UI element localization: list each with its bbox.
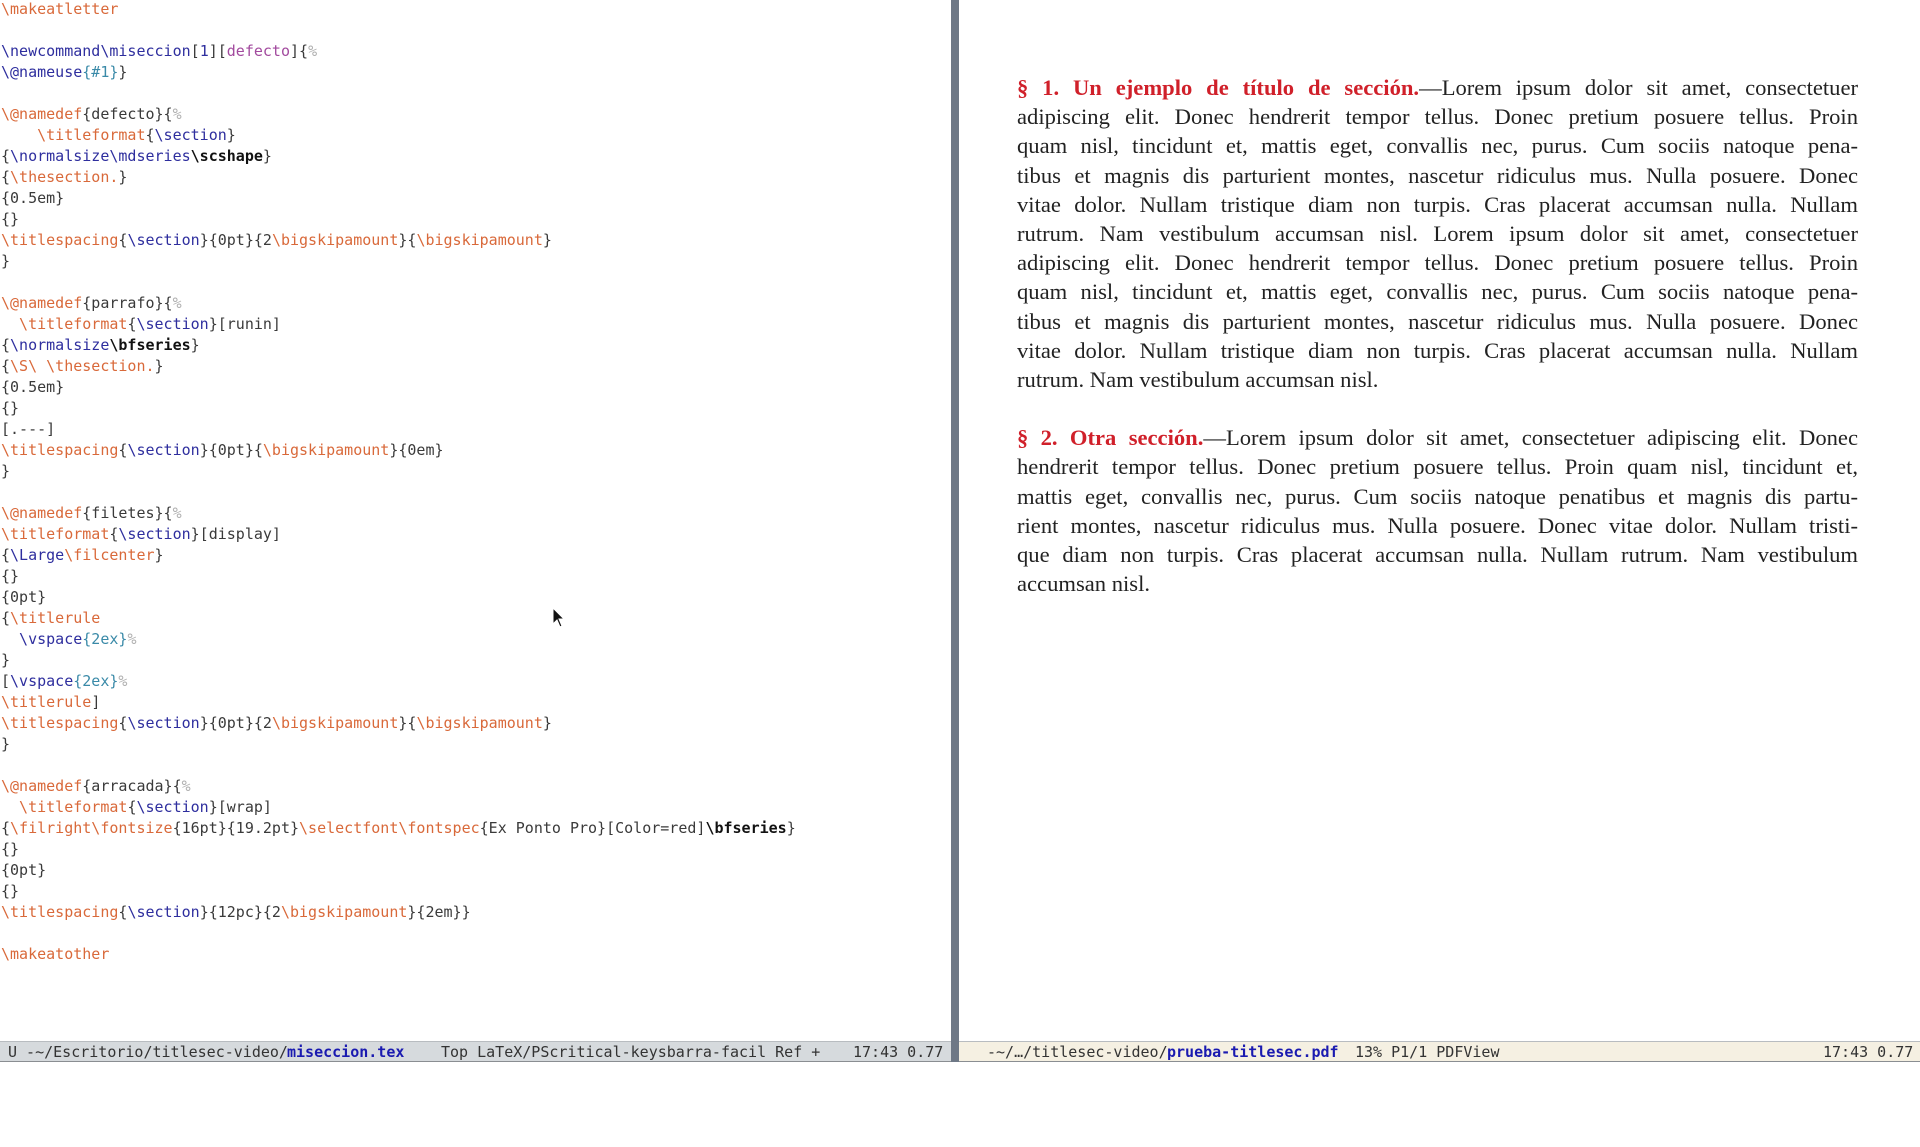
code-token: {arracada}{ bbox=[82, 777, 182, 795]
code-token: } bbox=[154, 546, 164, 564]
editor-mode-line bbox=[0, 1041, 951, 1062]
code-line[interactable] bbox=[1, 293, 796, 314]
code-token: {defecto}{ bbox=[82, 105, 173, 123]
code-line[interactable] bbox=[1, 755, 796, 776]
pdf-page-content bbox=[1017, 73, 1858, 628]
code-token: % bbox=[308, 42, 318, 60]
code-token: } bbox=[1, 735, 11, 753]
code-line[interactable] bbox=[1, 41, 796, 62]
code-token: {} bbox=[1, 210, 20, 228]
code-token: {0pt} bbox=[1, 588, 47, 606]
body-text: rutrum. Nam vestibulum accumsan nisl. Lorem ipsum dolor sit amet, consectetuer bbox=[1017, 220, 1858, 246]
code-token: \normalsize\mdseries bbox=[10, 147, 191, 165]
code-line[interactable] bbox=[1, 377, 796, 398]
code-line[interactable] bbox=[1, 776, 796, 797]
body-text: mattis eget, convallis nec, purus. Cum sociis natoque penatibus et magnis dis partu- bbox=[1017, 483, 1858, 509]
body-text: accumsan nisl. bbox=[1017, 571, 1151, 597]
code-token: \bigskipamount bbox=[416, 714, 543, 732]
code-token: % bbox=[172, 105, 182, 123]
code-token: }[display] bbox=[190, 525, 281, 543]
code-token: \selectfont\fontspec bbox=[299, 819, 480, 837]
code-token: \section bbox=[127, 903, 200, 921]
code-token: % bbox=[181, 777, 191, 795]
code-line[interactable] bbox=[1, 188, 796, 209]
code-line[interactable] bbox=[1, 818, 796, 839]
code-token: { bbox=[1, 546, 11, 564]
code-line[interactable] bbox=[1, 125, 796, 146]
code-token: \@namedef bbox=[1, 105, 83, 123]
code-token: \thesection. bbox=[10, 168, 119, 186]
code-token: \vspace bbox=[1, 630, 83, 648]
code-token: \section bbox=[127, 714, 200, 732]
pdf-section-2 bbox=[1017, 423, 1858, 598]
file-path: U -~/Escritorio/titlesec-video/ bbox=[8, 1043, 288, 1061]
code-token: \section bbox=[118, 525, 191, 543]
code-line[interactable] bbox=[1, 335, 796, 356]
code-line[interactable] bbox=[1, 0, 796, 20]
code-token: }{0em} bbox=[389, 441, 444, 459]
body-text: tibus et magnis dis parturient montes, nascetur ridiculus mus. Nulla posuere. Donec bbox=[1017, 162, 1858, 188]
pdf-text-line bbox=[1017, 540, 1858, 569]
code-token: \@nameuse bbox=[1, 63, 83, 81]
code-token: \makeatletter bbox=[1, 0, 119, 18]
code-token: \Large bbox=[10, 546, 65, 564]
code-token: {} bbox=[1, 840, 20, 858]
code-token: {0pt} bbox=[1, 861, 47, 879]
code-token: \section bbox=[136, 315, 209, 333]
code-line[interactable] bbox=[1, 461, 796, 482]
pdf-text-line bbox=[1017, 569, 1858, 598]
code-token: \@namedef bbox=[1, 294, 83, 312]
body-text: rient montes, nascetur ridiculus mus. Nulla posuere. Donec vitae dolor. Nullam tristi- bbox=[1017, 512, 1858, 538]
code-token: \section bbox=[154, 126, 227, 144]
pdf-text-line bbox=[1017, 482, 1858, 511]
code-token: } bbox=[154, 357, 164, 375]
code-token: {parrafo}{ bbox=[82, 294, 173, 312]
code-token: }{0pt}{ bbox=[199, 441, 263, 459]
code-token: [.---] bbox=[1, 420, 56, 438]
code-token: } bbox=[226, 126, 236, 144]
code-line[interactable] bbox=[1, 923, 796, 944]
code-token: {filetes}{ bbox=[82, 504, 173, 522]
section-heading: § 1. Un ejemplo de título de sección. bbox=[1017, 75, 1420, 100]
code-token: { bbox=[118, 231, 128, 249]
code-token: } bbox=[542, 714, 552, 732]
code-token: \newcommand\miseccion bbox=[1, 42, 191, 60]
code-token: % bbox=[172, 294, 182, 312]
code-token: ]{ bbox=[290, 42, 309, 60]
code-line[interactable] bbox=[1, 713, 796, 734]
code-token: \@namedef bbox=[1, 504, 83, 522]
body-text: —Lorem ipsum dolor sit amet, consectetuer adipiscing elit. Donec bbox=[1203, 425, 1858, 451]
code-token: {16pt}{19.2pt} bbox=[172, 819, 300, 837]
code-token: { bbox=[109, 525, 119, 543]
code-token: }{ bbox=[398, 714, 417, 732]
code-token: { bbox=[1, 336, 11, 354]
code-token: } bbox=[1, 462, 11, 480]
pdf-text-line bbox=[1017, 307, 1858, 336]
pdf-text-line bbox=[1017, 219, 1858, 248]
code-token: % bbox=[172, 504, 182, 522]
body-text: quam nisl, tincidunt et, mattis eget, convallis nec, purus. Cum sociis natoque pena- bbox=[1017, 279, 1858, 305]
pdf-text-line bbox=[1017, 73, 1858, 102]
code-area[interactable] bbox=[1, 0, 796, 965]
view-info: 13% P1/1 PDFView bbox=[1355, 1043, 1500, 1061]
code-line[interactable] bbox=[1, 440, 796, 461]
tex-editor-pane[interactable] bbox=[0, 0, 951, 1040]
pdf-text-line bbox=[1017, 131, 1858, 160]
code-token: \vspace bbox=[10, 672, 74, 690]
code-token: } bbox=[118, 168, 128, 186]
section-heading: § 2. Otra sección. bbox=[1017, 425, 1204, 451]
code-token: {2ex} bbox=[82, 630, 128, 648]
code-line[interactable] bbox=[1, 167, 796, 188]
mode-info: Top LaTeX/PScritical-keysbarra-facil Ref + bbox=[441, 1043, 821, 1061]
code-line[interactable] bbox=[1, 209, 796, 230]
code-line[interactable] bbox=[1, 692, 796, 713]
code-line[interactable] bbox=[1, 398, 796, 419]
body-text: vitae dolor. Nullam tristique diam non turpis. Cras placerat accumsan nulla. Nullam bbox=[1017, 191, 1858, 217]
file-path: -~/…/titlesec-video/ bbox=[987, 1043, 1168, 1061]
code-line[interactable] bbox=[1, 650, 796, 671]
code-token: } bbox=[542, 231, 552, 249]
code-token: { bbox=[118, 441, 128, 459]
code-token: }{0pt}{2 bbox=[199, 714, 272, 732]
code-token: \titleformat bbox=[1, 798, 128, 816]
code-line[interactable] bbox=[1, 503, 796, 524]
code-line[interactable] bbox=[1, 20, 796, 41]
pdf-text-line bbox=[1017, 248, 1858, 277]
body-text: —Lorem ipsum dolor sit amet, consectetuer bbox=[1419, 75, 1859, 100]
code-token: \bigskipamount bbox=[271, 231, 399, 249]
code-line[interactable] bbox=[1, 251, 796, 272]
code-token: } bbox=[262, 147, 272, 165]
code-line[interactable] bbox=[1, 587, 796, 608]
pdf-text-line bbox=[1017, 511, 1858, 540]
code-token: { bbox=[1, 147, 11, 165]
code-token: {0.5em} bbox=[1, 189, 65, 207]
code-token: }[wrap] bbox=[208, 798, 272, 816]
pdf-text-line bbox=[1017, 161, 1858, 190]
code-token: {#1} bbox=[82, 63, 119, 81]
code-token: \titleformat bbox=[1, 126, 146, 144]
code-line[interactable] bbox=[1, 944, 796, 965]
code-token: { bbox=[145, 126, 155, 144]
body-text: adipiscing elit. Donec hendrerit tempor tellus. Donec pretium posuere tellus. Proin bbox=[1017, 104, 1858, 130]
code-token: % bbox=[127, 630, 137, 648]
body-text: rutrum. Nam vestibulum accumsan nisl. bbox=[1017, 366, 1379, 392]
code-token: {} bbox=[1, 567, 20, 585]
code-line[interactable] bbox=[1, 671, 796, 692]
code-token: \filcenter bbox=[64, 546, 155, 564]
code-token: \titlespacing bbox=[1, 903, 119, 921]
code-line[interactable] bbox=[1, 839, 796, 860]
code-token: } bbox=[1, 651, 11, 669]
code-token: [ bbox=[1, 672, 11, 690]
code-token: \section bbox=[127, 441, 200, 459]
body-text: vitae dolor. Nullam tristique diam non turpis. Cras placerat accumsan nulla. Nullam bbox=[1017, 337, 1858, 363]
pdf-text-line bbox=[1017, 365, 1858, 394]
code-token: }{2em}} bbox=[407, 903, 471, 921]
code-token: \filright\fontsize bbox=[10, 819, 173, 837]
code-line[interactable] bbox=[1, 524, 796, 545]
code-token: { bbox=[127, 315, 137, 333]
code-token: \titlespacing bbox=[1, 231, 119, 249]
code-line[interactable] bbox=[1, 797, 796, 818]
code-token: { bbox=[1, 609, 11, 627]
code-line[interactable] bbox=[1, 608, 796, 629]
body-text: adipiscing elit. Donec hendrerit tempor tellus. Donec pretium posuere tellus. Proin bbox=[1017, 250, 1858, 276]
pdf-text-line bbox=[1017, 277, 1858, 306]
pdf-text-line bbox=[1017, 423, 1858, 452]
code-token: \normalsize bbox=[10, 336, 110, 354]
code-token: { bbox=[127, 798, 137, 816]
code-token: {0.5em} bbox=[1, 378, 65, 396]
code-token: \titlerule bbox=[10, 609, 101, 627]
code-token: \S\ \thesection. bbox=[10, 357, 155, 375]
pdf-text-line bbox=[1017, 102, 1858, 131]
code-line[interactable] bbox=[1, 62, 796, 83]
mouse-cursor-icon bbox=[552, 607, 566, 629]
code-token: defecto bbox=[226, 42, 290, 60]
code-line[interactable] bbox=[1, 629, 796, 650]
body-text: quam nisl, tincidunt et, mattis eget, convallis nec, purus. Cum sociis natoque pena- bbox=[1017, 133, 1858, 159]
code-token: { bbox=[1, 819, 11, 837]
code-token: % bbox=[118, 672, 128, 690]
code-token: { bbox=[118, 714, 128, 732]
code-token: \scshape bbox=[190, 147, 263, 165]
code-line[interactable] bbox=[1, 146, 796, 167]
body-text: que diam non turpis. Cras placerat accumsan nulla. Nullam rutrum. Nam vestibulum bbox=[1017, 542, 1858, 567]
code-token: \titlespacing bbox=[1, 441, 119, 459]
code-token: \bigskipamount bbox=[271, 714, 399, 732]
code-token: [ bbox=[190, 42, 200, 60]
code-line[interactable] bbox=[1, 419, 796, 440]
code-line[interactable] bbox=[1, 860, 796, 881]
clock-load: 17:43 0.77 bbox=[1823, 1043, 1914, 1061]
pdf-text-line bbox=[1017, 452, 1858, 481]
code-line[interactable] bbox=[1, 545, 796, 566]
code-line[interactable] bbox=[1, 482, 796, 503]
code-token: }{12pc}{2 bbox=[199, 903, 281, 921]
code-token: }{ bbox=[398, 231, 417, 249]
code-line[interactable] bbox=[1, 902, 796, 923]
code-line[interactable] bbox=[1, 734, 796, 755]
code-token: {Ex Ponto Pro}[Color=red] bbox=[479, 819, 706, 837]
code-token: {2ex} bbox=[73, 672, 119, 690]
pane-divider[interactable] bbox=[951, 0, 959, 1062]
code-token: ] bbox=[91, 693, 101, 711]
pdf-text-line bbox=[1017, 190, 1858, 219]
code-line[interactable] bbox=[1, 83, 796, 104]
code-token: { bbox=[118, 903, 128, 921]
code-token: \@namedef bbox=[1, 777, 83, 795]
code-line[interactable] bbox=[1, 314, 796, 335]
code-token: \titlerule bbox=[1, 693, 92, 711]
code-line[interactable] bbox=[1, 230, 796, 251]
code-token: \titlespacing bbox=[1, 714, 119, 732]
code-token: } bbox=[1, 252, 11, 270]
code-token: \bigskipamount bbox=[262, 441, 390, 459]
code-token: \makeatother bbox=[1, 945, 110, 963]
pdf-text-line bbox=[1017, 336, 1858, 365]
code-token: \bfseries bbox=[109, 336, 191, 354]
file-name: prueba-titlesec.pdf bbox=[1167, 1043, 1339, 1061]
code-token: 1 bbox=[199, 42, 209, 60]
body-text: hendrerit tempor tellus. Donec pretium posuere tellus. Proin quam nisl, tincidunt et, bbox=[1017, 454, 1858, 480]
code-token: \bfseries bbox=[705, 819, 787, 837]
code-token: {} bbox=[1, 882, 20, 900]
code-token: }[runin] bbox=[208, 315, 281, 333]
code-token: } bbox=[190, 336, 200, 354]
code-token: { bbox=[1, 357, 11, 375]
code-token: \bigskipamount bbox=[416, 231, 543, 249]
pdf-section-1 bbox=[1017, 73, 1858, 394]
code-token: \titleformat bbox=[1, 315, 128, 333]
file-name: miseccion.tex bbox=[287, 1043, 405, 1061]
code-line[interactable] bbox=[1, 881, 796, 902]
code-line[interactable] bbox=[1, 104, 796, 125]
code-line[interactable] bbox=[1, 272, 796, 293]
clock-load: 17:43 0.77 bbox=[853, 1043, 944, 1061]
code-token: }{0pt}{2 bbox=[199, 231, 272, 249]
code-line[interactable] bbox=[1, 566, 796, 587]
code-line[interactable] bbox=[1, 356, 796, 377]
code-token: \section bbox=[127, 231, 200, 249]
code-token: {} bbox=[1, 399, 20, 417]
code-token: ][ bbox=[208, 42, 227, 60]
code-token: } bbox=[786, 819, 796, 837]
code-token: { bbox=[1, 168, 11, 186]
code-token: } bbox=[118, 63, 128, 81]
code-token: \section bbox=[136, 798, 209, 816]
body-text: tibus et magnis dis parturient montes, nascetur ridiculus mus. Nulla posuere. Donec bbox=[1017, 308, 1858, 334]
viewer-mode-line bbox=[959, 1041, 1920, 1062]
code-token: \titleformat bbox=[1, 525, 110, 543]
code-token: \bigskipamount bbox=[280, 903, 408, 921]
